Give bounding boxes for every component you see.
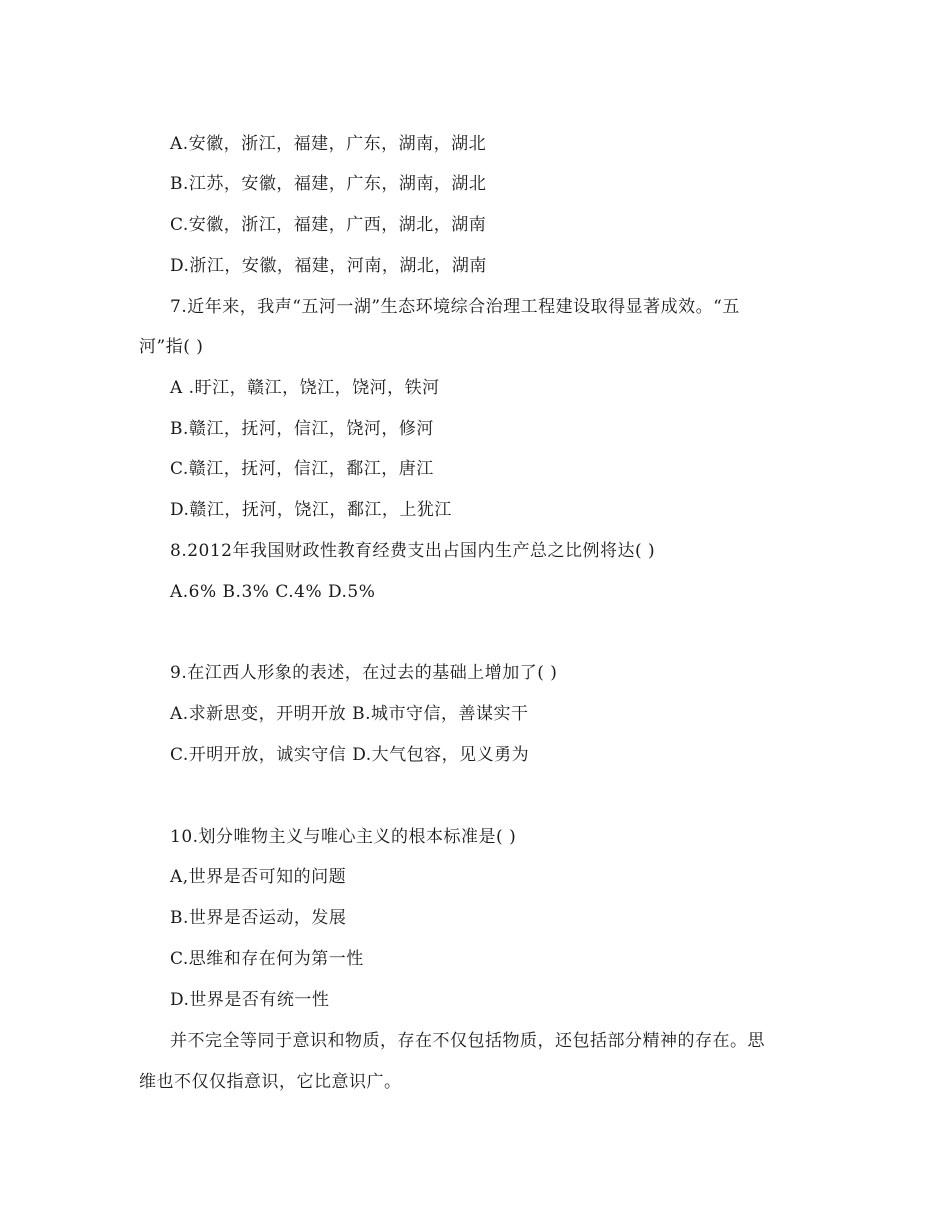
q10-option-a: A,世界是否可知的问题 xyxy=(170,867,347,887)
q7-option-d: D.赣江，抚河，饶江，鄱江，上犹江 xyxy=(170,500,452,520)
q8-options: A.6% B.3% C.4% D.5% xyxy=(170,582,376,602)
explanation-paragraph-cont: 维也不仅仅指意识，它比意识广。 xyxy=(139,1072,402,1092)
q7-option-b: B.赣江，抚河，信江，饶河，修河 xyxy=(170,419,434,439)
q6-option-c: C.安徽，浙江，福建，广西，湖北，湖南 xyxy=(170,215,487,235)
q7-option-c: C.赣江，抚河，信江，鄱江，唐江 xyxy=(170,459,434,479)
q7-option-a: A .盱江，赣江，饶江，饶河，铁河 xyxy=(170,378,440,398)
q10-option-b: B.世界是否运动，发展 xyxy=(170,908,347,928)
q8-question: 8.2012年我国财政性教育经费支出占国内生产总之比例将达( ) xyxy=(170,541,656,561)
q6-option-b: B.江苏，安徽，福建，广东，湖南，湖北 xyxy=(170,174,487,194)
q9-question: 9.在江西人形象的表述，在过去的基础上增加了( ) xyxy=(170,663,558,683)
q7-question: 7.近年来，我声“五河一湖”生态环境综合治理工程建设取得显著成效。“五 xyxy=(170,297,740,317)
q6-option-a: A.安徽，浙江，福建，广东，湖南，湖北 xyxy=(170,134,487,154)
q6-option-d: D.浙江，安徽，福建，河南，湖北，湖南 xyxy=(170,256,487,276)
q10-question: 10.划分唯物主义与唯心主义的根本标准是( ) xyxy=(170,827,517,847)
explanation-paragraph: 并不完全等同于意识和物质，存在不仅包括物质，还包括部分精神的存在。思 xyxy=(170,1031,765,1051)
q9-options-cd: C.开明开放，诚实守信 D.大气包容，见义勇为 xyxy=(170,745,530,765)
q7-question-cont: 河”指( ) xyxy=(139,337,204,357)
q10-option-c: C.思维和存在何为第一性 xyxy=(170,949,364,969)
q10-option-d: D.世界是否有统一性 xyxy=(170,990,330,1010)
q9-options-ab: A.求新思变，开明开放 B.城市守信，善谋实干 xyxy=(170,704,529,724)
